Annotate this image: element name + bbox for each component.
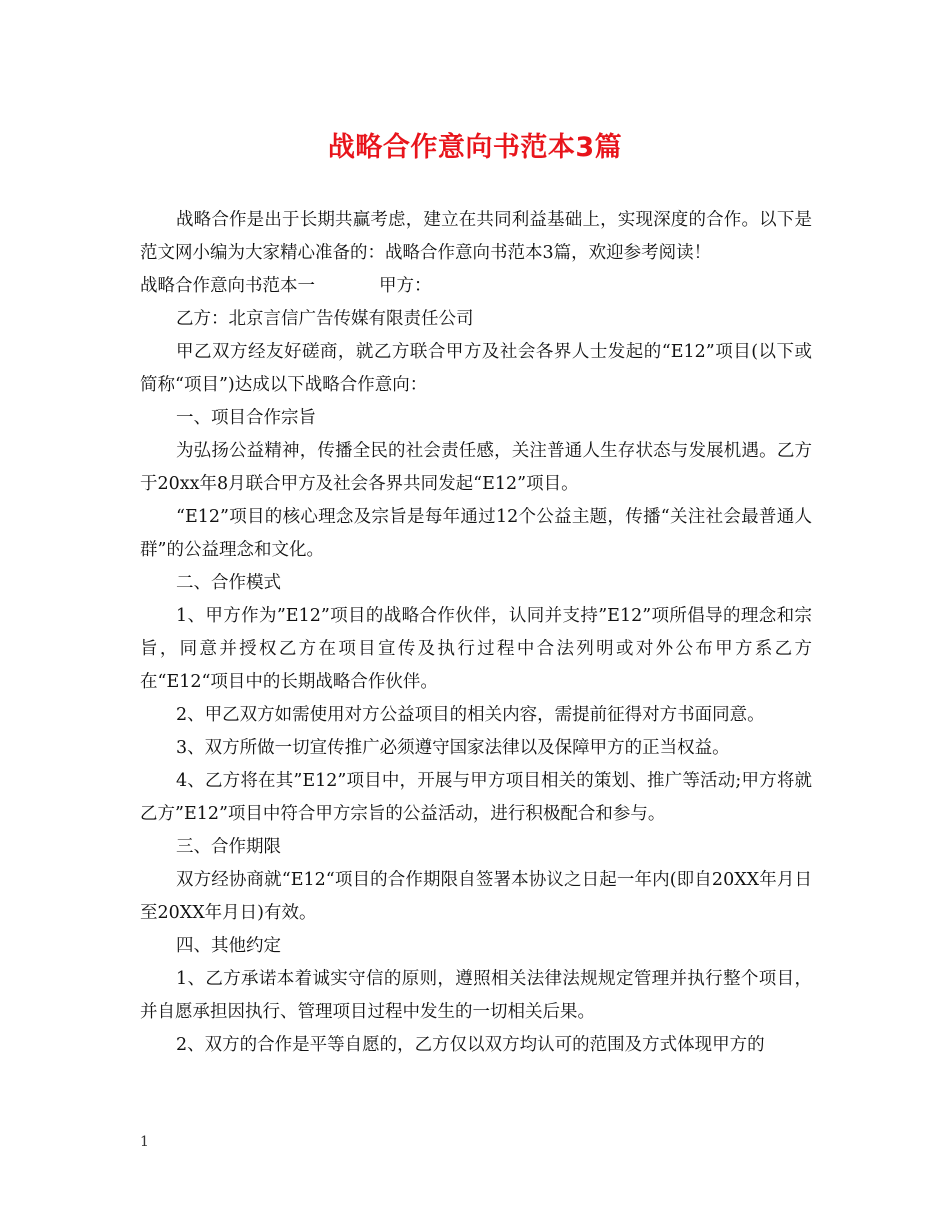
sample-one-heading: 战略合作意向书范本一: [140, 276, 315, 296]
paragraph: 2、双方的合作是平等自愿的，乙方仅以双方均认可的范围及方式体现甲方的: [176, 1035, 765, 1055]
party-a-label: 甲方：: [379, 276, 432, 296]
section-heading: 二、合作模式: [176, 573, 281, 593]
section-heading: 三、合作期限: [176, 837, 281, 857]
section-heading: 四、其他约定: [176, 936, 281, 956]
intro-paragraph: 战略合作是出于长期共赢考虑，建立在共同利益基础上，实现深度的合作。以下是范文网小编为大家精心准备的：战略合作意向书范本3篇，欢迎参考阅读！: [140, 210, 812, 263]
party-b-line: 乙方：北京言信广告传媒有限责任公司: [176, 309, 474, 329]
paragraph: 4、乙方将在其”E12”项目中，开展与甲方项目相关的策划、推广等活动;甲方将就乙方”E12”项目中符合甲方宗旨的公益活动，进行积极配合和参与。: [140, 771, 812, 824]
sample-one-line: [140, 270, 812, 303]
section-heading: 一、项目合作宗旨: [176, 408, 316, 428]
document-body: [140, 204, 812, 1062]
paragraph: 双方经协商就“E12“项目的合作期限自签署本协议之日起一年内(即自20XX年月日至20XX年月日)有效。: [140, 870, 812, 923]
document-title: 战略合作意向书范本3篇: [327, 132, 623, 163]
paragraph: 3、双方所做一切宣传推广必须遵守国家法律以及保障甲方的正当权益。: [176, 738, 730, 758]
paragraph: “E12”项目的核心理念及宗旨是每年通过12个公益主题，传播“关注社会最普通人群”的公益理念和文化。: [140, 507, 812, 560]
paragraph: 2、甲乙双方如需使用对方公益项目的相关内容，需提前征得对方书面同意。: [176, 705, 765, 725]
paragraph: 1、乙方承诺本着诚实守信的原则，遵照相关法律法规规定管理并执行整个项目，并自愿承担因执行、管理项目过程中发生的一切相关后果。: [140, 969, 812, 1022]
paragraph: 为弘扬公益精神，传播全民的社会责任感，关注普通人生存状态与发展机遇。乙方于20xx年8月联合甲方及社会各界共同发起“E12”项目。: [140, 441, 812, 494]
page-number: 1: [140, 1134, 149, 1150]
paragraph: 1、甲方作为”E12”项目的战略合作伙伴，认同并支持”E12”项所倡导的理念和宗旨，同意并授权乙方在项目宣传及执行过程中合法列明或对外公布甲方系乙方在“E12“项目中的长期战略合作伙伴。: [140, 606, 812, 692]
paragraph: 甲乙双方经友好磋商，就乙方联合甲方及社会各界人士发起的“E12”项目(以下或简称“项目”)达成以下战略合作意向：: [140, 342, 812, 395]
